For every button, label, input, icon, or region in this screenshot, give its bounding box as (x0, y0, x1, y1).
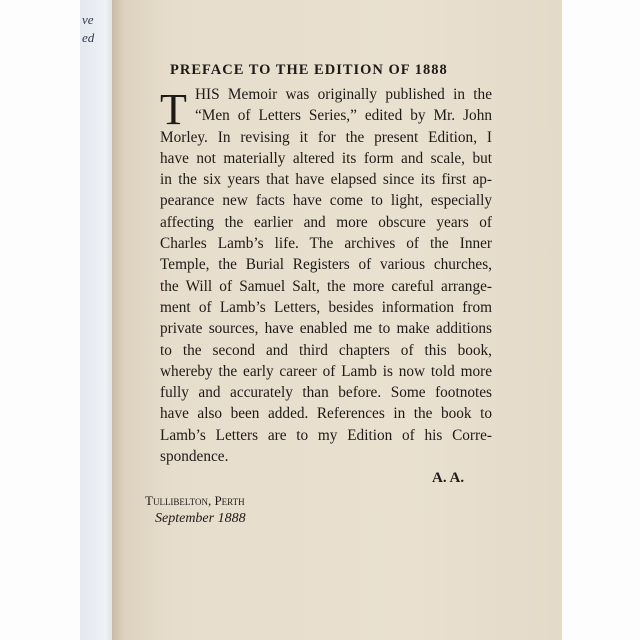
text-line: have not materially altered its form and scale, but (160, 149, 492, 167)
text-line: in the six years that have elapsed since its first ap- (160, 171, 492, 189)
text-line: Temple, the Burial Registers of various churches, (160, 256, 492, 274)
place: Tullibelton, Perth (145, 493, 245, 508)
text-line: “Men of Letters Series,” edited by Mr. John (195, 107, 492, 125)
text-line: fully and accurately than before. Some footnotes (160, 384, 492, 402)
text-line: have also been added. References in the book to (160, 405, 492, 423)
text-line: affecting the earlier and more obscure years of (160, 213, 492, 231)
text-line: whereby the early career of Lamb is now told more (160, 362, 492, 380)
text-line: pearance new facts have come to light, especially (160, 192, 492, 210)
page-title: PREFACE TO THE EDITION OF 1888 (170, 62, 448, 78)
preface-body (160, 84, 492, 467)
text-line: spondence. (160, 448, 229, 466)
text-line: Morley. In revising it for the present Edition, I (160, 128, 492, 146)
text-line: private sources, have enabled me to make additions (160, 320, 492, 338)
text-line: Lamb’s Letters are to my Edition of his Corre- (160, 426, 492, 444)
signature: A. A. (432, 470, 465, 486)
text-line: the Will of Samuel Salt, the more careful arrange- (160, 277, 492, 295)
date: September 1888 (155, 511, 246, 526)
facing-page-fragment: ed (82, 30, 95, 45)
text-line: Charles Lamb’s life. The archives of the Inner (160, 235, 492, 253)
facing-page-fragment: ve (82, 12, 94, 27)
drop-cap: T (160, 85, 187, 134)
text-line: ment of Lamb’s Letters, besides information from (160, 298, 492, 316)
text-line: to the second and third chapters of this book, (160, 341, 492, 359)
text-line: HIS Memoir was originally published in the (195, 86, 492, 103)
facing-page-edge (80, 0, 116, 640)
